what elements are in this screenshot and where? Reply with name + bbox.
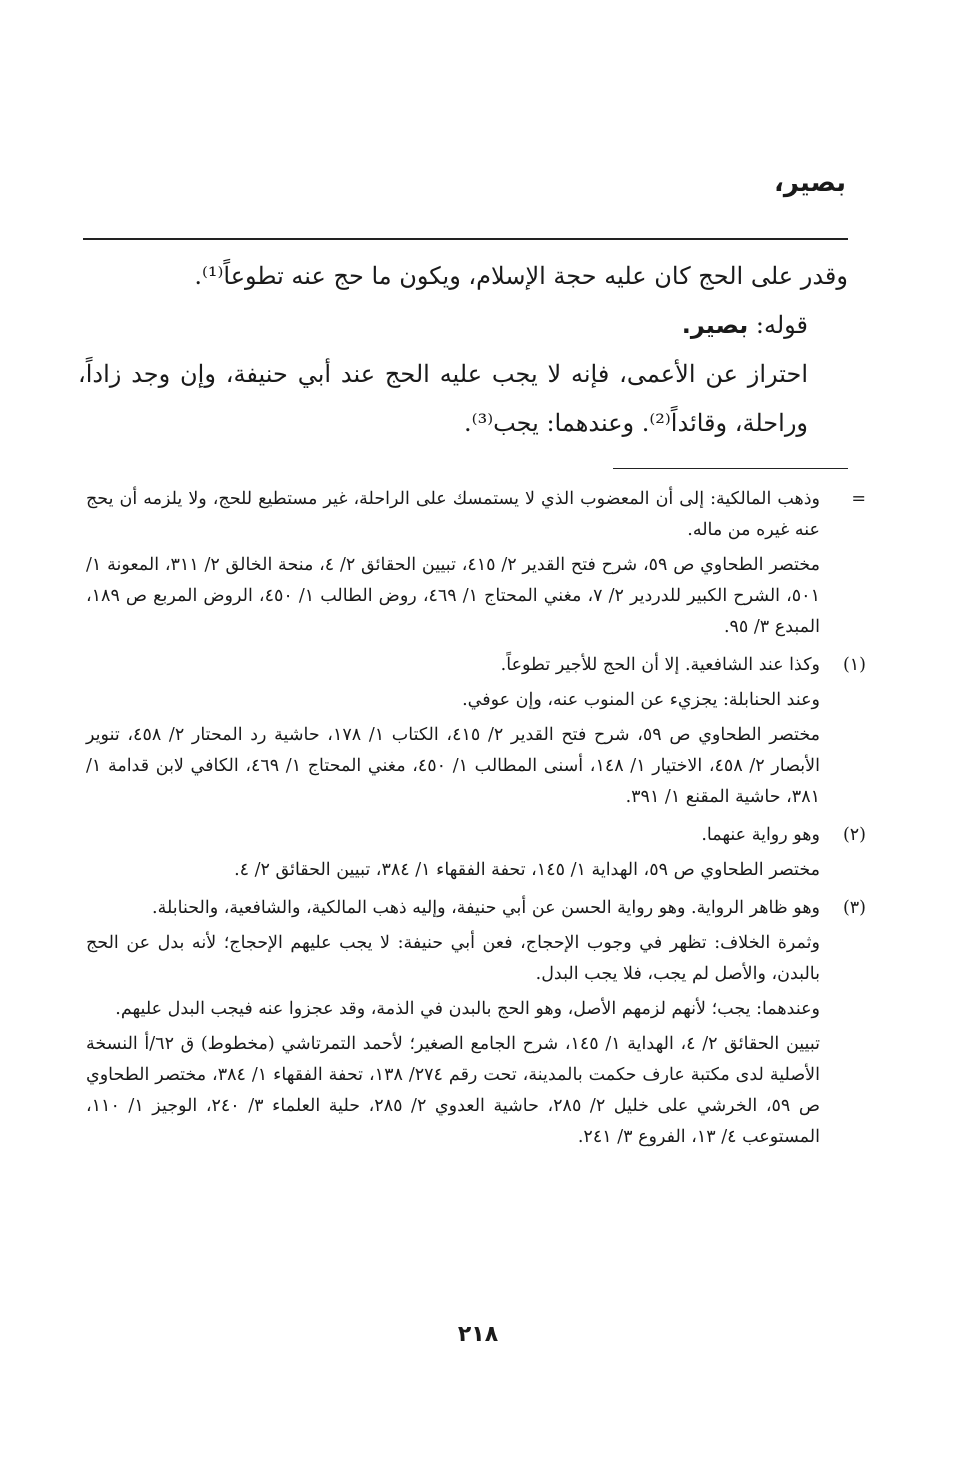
footnote-body: [86, 650, 820, 817]
footnote-paragraph: وعندهما: يجب؛ لأنهم لزمهم الأصل، وهو الحج بالبدن في الذمة، وقد عجزوا عنه فيجب البدل عليهم.: [115, 999, 820, 1019]
footnote-paragraph: وكذا عند الشافعية. إلا أن الحج للأجير تطوعاً.: [500, 655, 820, 675]
footnote-2: [86, 820, 866, 890]
running-head: بصير،: [773, 168, 846, 198]
main-text: [78, 252, 848, 448]
footnote-paragraph: وذهب المالكية: إلى أن المعضوب الذي لا يستمسك على الراحلة، غير مستطيع للحج، ولا يلزمه أن يحج عنه غيره من ماله.: [86, 489, 820, 540]
footnote-body: [86, 820, 820, 890]
main-paragraph: احتراز عن الأعمى، فإنه لا يجب عليه الحج عند أبي حنيفة، وإن وجد زاداً، وراحلة، وقائداً⁽²⁾. وعندهما: يجب⁽³⁾.: [78, 360, 808, 437]
footnote-body: [86, 484, 820, 647]
page-number: ٢١٨: [457, 1322, 499, 1347]
footnote-continuation: [86, 484, 866, 647]
footnote-marker: (١): [842, 655, 866, 675]
footnote-paragraph: وهو ظاهر الرواية. وهو رواية الحسن عن أبي حنيفة، وإليه ذهب المالكية، والشافعية، والحنابلة.: [152, 898, 820, 918]
footnote-separator: [613, 468, 848, 469]
header-rule: [83, 238, 848, 240]
footnote-marker: =: [851, 489, 866, 509]
footnote-paragraph: وعند الحنابلة: يجزيء عن المنوب عنه، وإن عوفي.: [462, 690, 820, 710]
footnote-body: [86, 893, 820, 1157]
qawluh-line: [78, 301, 848, 350]
footnote-paragraph: وثمرة الخلاف: تظهر في وجوب الإحجاج، فعن أبي حنيفة: لا يجب عليهم الإحجاج؛ لأنه بدل عن الحج بالبدن، والأصل لم يجب، فلا يجب البدل.: [86, 933, 820, 984]
qawluh-prefix: قوله:: [748, 311, 808, 339]
footnote-references: مختصر الطحاوي ص ٥٩، شرح فتح القدير ٢/ ٤١٥، الكتاب ١/ ١٧٨، حاشية رد المحتار ٢/ ٤٥٨، تنوير الأبصار ٢/ ٤٥٨، الاختيار ١/ ١٤٨، أسنى المطالب ١/ ٤٥٠، مغني المحتاج ١/ ٤٦٩، الكافي لابن قدامة ١/ ٣٨١، حاشية المقنع ١/ ٣٩١.: [86, 725, 820, 807]
footnote-1: [86, 650, 866, 817]
qawluh-term: بصير.: [681, 311, 749, 339]
footnote-marker: (٢): [842, 825, 866, 845]
footnote-3: [86, 893, 866, 1157]
footnotes: [86, 484, 866, 1160]
footnote-references: تبيين الحقائق ٢/ ٤، الهداية ١/ ١٤٥، شرح الجامع الصغير؛ لأحمد التمرتاشي (مخطوط) ق ٦٢/أ النسخة الأصلية لدى مكتبة عارف حكمت بالمدينة، تحت رقم ٢٧٤/ ١٣٨، تحفة الفقهاء ١/ ٣٨٤، مختصر الطحاوي ص ٥٩، الخرشي على خليل ٢/ ٢٨٥، حاشية العدوي ٢/ ٢٨٥، حلية العلماء ٣/ ٢٤٠، الوجيز ١/ ١١٠، المستوعب ٤/ ١٣، الفروع ٣/ ٢٤١.: [86, 1034, 821, 1147]
footnote-marker: (٣): [842, 898, 866, 918]
footnote-references: مختصر الطحاوي ص ٥٩، شرح فتح القدير ٢/ ٤١٥، تبيين الحقائق ٢/ ٤، منحة الخالق ٢/ ٣١١، المعونة ١/ ٥٠١، الشرح الكبير للدردير ٢/ ٧، مغني المحتاج ١/ ٤٦٩، روض الطالب ١/ ٤٥٠، الروض المربع ص ١٨٩، المبدع ٣/ ٩٥.: [86, 555, 820, 637]
footnote-paragraph: وهو رواية عنهما.: [701, 825, 820, 845]
footnote-references: مختصر الطحاوي ص ٥٩، الهداية ١/ ١٤٥، تحفة الفقهاء ١/ ٣٨٤، تبيين الحقائق ٢/ ٤.: [234, 860, 820, 880]
main-line-1: وقدر على الحج كان عليه حجة الإسلام، ويكون ما حج عنه تطوعاً⁽¹⁾.: [194, 262, 848, 290]
